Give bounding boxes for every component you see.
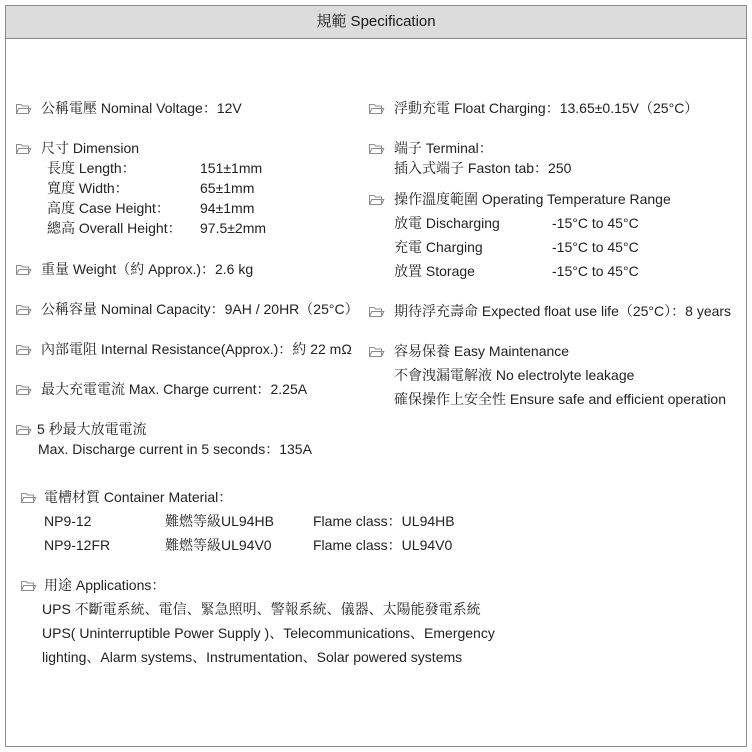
page-title: 規範 Specification	[316, 13, 436, 30]
folder-icon	[15, 102, 32, 115]
folder-icon	[15, 423, 32, 436]
folder-icon	[368, 102, 385, 115]
internal-resistance: 內部電阻 Internal Resistance(Approx.)：約 22 mΩ	[41, 341, 352, 357]
max-discharge-heading: 5 秒最大放電電流	[37, 421, 147, 437]
dimension-width-label: 寬度 Width：	[47, 180, 129, 196]
applications-heading: 用途 Applications：	[44, 577, 166, 593]
terminal-text: 插入式端子 Faston tab：250	[394, 160, 572, 176]
maintenance-line: 不會洩漏電解液 No electrolyte leakage	[394, 367, 635, 383]
container-model: NP9-12FR	[44, 537, 111, 553]
spec-header	[6, 6, 746, 39]
nominal-capacity: 公稱容量 Nominal Capacity：9AH / 20HR（25°C）	[41, 301, 359, 317]
container-flame-class-zh: 難燃等級UL94HB	[165, 513, 274, 529]
folder-icon	[20, 579, 37, 592]
maintenance-heading: 容易保養 Easy Maintenance	[394, 343, 570, 359]
folder-icon	[15, 383, 32, 396]
max-charge-current: 最大充電電流 Max. Charge current：2.25A	[41, 381, 308, 397]
applications-line: UPS( Uninterruptible Power Supply )、Telecommunications、Emergency	[42, 625, 495, 641]
operating-temperature-heading: 操作溫度範圍 Operating Temperature Range	[394, 191, 671, 207]
folder-icon	[15, 303, 32, 316]
folder-icon	[368, 305, 385, 318]
container-material-heading: 電槽材質 Container Material：	[44, 489, 233, 505]
discharging-value: -15°C to 45°C	[552, 215, 639, 231]
discharging-label: 放電 Discharging	[394, 215, 500, 231]
container-flame-class-en: Flame class：UL94HB	[313, 513, 455, 529]
terminal-heading: 端子 Terminal：	[394, 140, 493, 156]
folder-icon	[368, 345, 385, 358]
applications-line: lighting、Alarm systems、Instrumentation、Solar powered systems	[42, 649, 463, 665]
storage-label: 放置 Storage	[394, 263, 475, 279]
folder-icon	[368, 142, 385, 155]
storage-value: -15°C to 45°C	[552, 263, 639, 279]
dimension-overall-height-value: 97.5±2mm	[200, 220, 267, 236]
dimension-length-label: 長度 Length：	[47, 160, 136, 176]
dimension-case-height-value: 94±1mm	[200, 200, 255, 216]
container-flame-class-en: Flame class：UL94V0	[313, 537, 453, 553]
container-model: NP9-12	[44, 513, 92, 529]
dimension-width-value: 65±1mm	[200, 180, 255, 196]
dimension-overall-height-label: 總高 Overall Height：	[47, 220, 182, 236]
float-charging: 浮動充電 Float Charging：13.65±0.15V（25°C）	[394, 100, 699, 116]
dimension-heading: 尺寸 Dimension	[41, 140, 140, 156]
charging-value: -15°C to 45°C	[552, 239, 639, 255]
float-life: 期待浮充壽命 Expected float use life（25°C）：8 years	[394, 303, 732, 319]
folder-icon	[20, 491, 37, 504]
dimension-length-value: 151±1mm	[200, 160, 263, 176]
folder-icon	[368, 193, 385, 206]
max-discharge-text: Max. Discharge current in 5 seconds：135A	[38, 441, 312, 457]
weight: 重量 Weight（約 Approx.)：2.6 kg	[41, 261, 254, 277]
container-flame-class-zh: 難燃等級UL94V0	[165, 537, 272, 553]
folder-icon	[15, 263, 32, 276]
folder-icon	[15, 343, 32, 356]
folder-icon	[15, 142, 32, 155]
charging-label: 充電 Charging	[394, 239, 483, 255]
nominal-voltage: 公稱電壓 Nominal Voltage：12V	[41, 100, 242, 116]
dimension-case-height-label: 高度 Case Height：	[47, 200, 170, 216]
maintenance-line: 確保操作上安全性 Ensure safe and efficient operation	[394, 391, 727, 407]
applications-line: UPS 不斷電系統、電信、緊急照明、警報系統、儀器、太陽能發電系統	[42, 601, 481, 617]
